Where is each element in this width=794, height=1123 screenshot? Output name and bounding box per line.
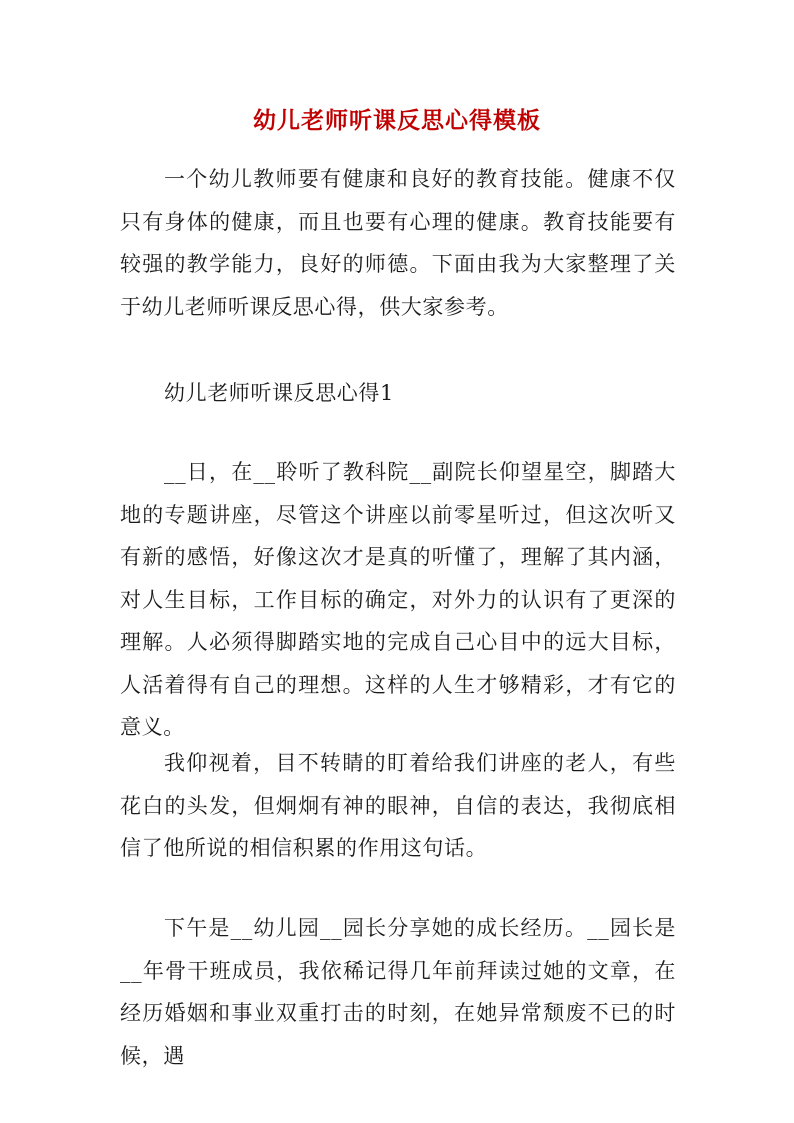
document-title: 幼儿老师听课反思心得模板 <box>253 107 541 134</box>
section-heading: 幼儿老师听课反思心得1 <box>164 381 394 405</box>
body-paragraph: __日，在__聆听了教科院__副院长仰望星空，脚踏大地的专题讲座，尽管这个讲座以前零星听过，但这次听又有新的感悟，好像这次才是真的听懂了，理解了其内涵，对人生目标，工作目标的确定，对外力的认识有了更深的理解。人必须得脚踏实地的完成自己心目中的远大目标，人活着得有自己的理想。这样的人生才够精彩，才有它的意义。 <box>120 460 676 739</box>
body-paragraph: 我仰视着，目不转睛的盯着给我们讲座的老人，有些花白的头发，但炯炯有神的眼神，自信的表达，我彻底相信了他所说的相信积累的作用这句话。 <box>120 751 676 860</box>
body-paragraph: 下午是__幼儿园__园长分享她的成长经历。__园长是__年骨干班成员，我依稀记得几年前拜读过她的文章，在经历婚姻和事业双重打击的时刻，在她异常颓废不已的时候，遇 <box>120 916 676 1068</box>
intro-paragraph: 一个幼儿教师要有健康和良好的教育技能。健康不仅只有身体的健康，而且也要有心理的健康。教育技能要有较强的教学能力，良好的师德。下面由我为大家整理了关于幼儿老师听课反思心得，供大家参考。 <box>120 167 676 319</box>
